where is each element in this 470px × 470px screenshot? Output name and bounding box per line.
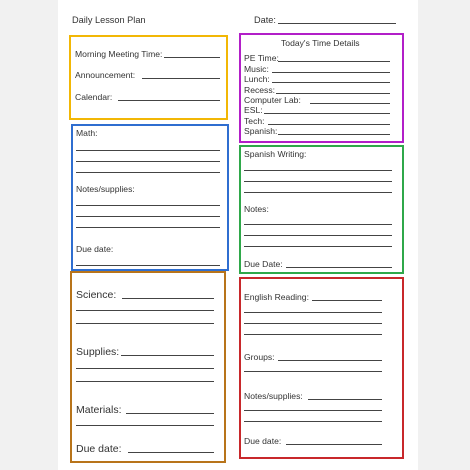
spanish-due-line[interactable] xyxy=(286,267,392,268)
pe-time-label: PE Time: xyxy=(244,53,279,63)
esl-label: ESL: xyxy=(244,105,263,115)
lunch-label: Lunch: xyxy=(244,74,270,84)
morning-meeting-label: Morning Meeting Time: xyxy=(75,49,163,59)
date-line[interactable] xyxy=(278,23,396,24)
math-line-2[interactable] xyxy=(76,161,220,162)
math-notes-label: Notes/supplies: xyxy=(76,184,135,194)
math-line-1[interactable] xyxy=(76,150,220,151)
spanish-notes-line-2[interactable] xyxy=(244,235,392,236)
english-notes-label: Notes/supplies: xyxy=(244,391,303,401)
english-due-line[interactable] xyxy=(286,444,382,445)
spanish-writing-label: Spanish Writing: xyxy=(244,149,307,159)
spanish-label: Spanish: xyxy=(244,126,278,136)
english-reading-label: English Reading: xyxy=(244,292,309,302)
science-supplies-label: Supplies: xyxy=(76,346,120,358)
computer-lab-label: Computer Lab: xyxy=(244,95,301,105)
tech-label: Tech: xyxy=(244,116,265,126)
english-reading-line-3[interactable] xyxy=(244,334,382,335)
pe-time-line[interactable] xyxy=(278,61,390,62)
science-supplies-line-main[interactable] xyxy=(121,355,214,356)
science-due-line[interactable] xyxy=(128,452,214,453)
spanish-notes-label: Notes: xyxy=(244,204,269,214)
english-groups-line-1[interactable] xyxy=(244,371,382,372)
lesson-plan-page xyxy=(58,0,418,470)
computer-lab-line[interactable] xyxy=(310,103,390,104)
english-notes-line-2[interactable] xyxy=(244,421,382,422)
science-materials-label: Materials: xyxy=(76,404,122,416)
science-due-label: Due date: xyxy=(76,443,122,455)
english-notes-line-1[interactable] xyxy=(244,410,382,411)
spanish-notes-line-1[interactable] xyxy=(244,224,392,225)
science-line-2[interactable] xyxy=(76,323,214,324)
english-groups-line-main[interactable] xyxy=(278,360,382,361)
math-label: Math: xyxy=(76,128,98,138)
english-reading-line-2[interactable] xyxy=(244,323,382,324)
time-details-title: Today's Time Details xyxy=(281,38,360,48)
english-reading-box xyxy=(239,277,404,459)
science-label: Science: xyxy=(76,289,117,301)
spanish-writing-line-3[interactable] xyxy=(244,192,392,193)
science-line-main[interactable] xyxy=(122,298,214,299)
math-notes-line-3[interactable] xyxy=(76,227,220,228)
announcement-label: Announcement: xyxy=(75,70,136,80)
date-label: Date: xyxy=(254,15,276,25)
science-supplies-line-2[interactable] xyxy=(76,381,214,382)
english-groups-label: Groups: xyxy=(244,352,275,362)
math-due-label: Due date: xyxy=(76,244,114,254)
lunch-line[interactable] xyxy=(272,82,390,83)
english-reading-line-main[interactable] xyxy=(312,300,382,301)
math-notes-line-1[interactable] xyxy=(76,205,220,206)
science-materials-line-main[interactable] xyxy=(126,413,214,414)
science-supplies-line-1[interactable] xyxy=(76,368,214,369)
english-reading-line-1[interactable] xyxy=(244,312,382,313)
math-line-3[interactable] xyxy=(76,172,220,173)
tech-line[interactable] xyxy=(268,124,390,125)
morning-meeting-line[interactable] xyxy=(164,57,220,58)
calendar-line[interactable] xyxy=(118,100,220,101)
spanish-line[interactable] xyxy=(278,134,390,135)
science-line-1[interactable] xyxy=(76,310,214,311)
announcement-line[interactable] xyxy=(142,78,220,79)
page-title: Daily Lesson Plan xyxy=(72,15,146,25)
music-line[interactable] xyxy=(272,72,390,73)
spanish-writing-line-2[interactable] xyxy=(244,181,392,182)
recess-label: Recess: xyxy=(244,85,276,95)
spanish-writing-line-1[interactable] xyxy=(244,170,392,171)
math-notes-line-2[interactable] xyxy=(76,216,220,217)
spanish-due-label: Due Date: xyxy=(244,259,283,269)
english-due-label: Due date: xyxy=(244,436,282,446)
calendar-label: Calendar: xyxy=(75,92,113,102)
music-label: Music: xyxy=(244,64,269,74)
spanish-notes-line-3[interactable] xyxy=(244,246,392,247)
science-materials-line-1[interactable] xyxy=(76,425,214,426)
english-notes-line-main[interactable] xyxy=(308,399,382,400)
esl-line[interactable] xyxy=(264,113,390,114)
recess-line[interactable] xyxy=(276,93,390,94)
math-due-line[interactable] xyxy=(76,265,220,266)
